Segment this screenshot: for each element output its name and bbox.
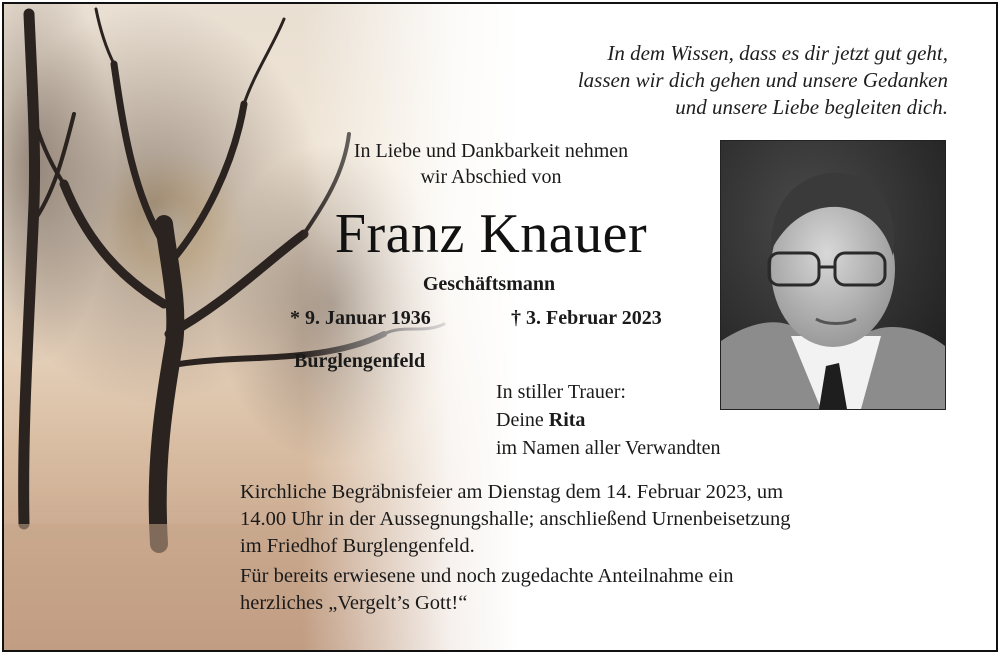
obituary-card — [2, 2, 998, 652]
thanks-line: Für bereits erwiesene und noch zugedachte Anteilnahme ein — [240, 565, 734, 587]
mourners-line — [496, 406, 816, 434]
poem-line: und unsere Liebe begleiten dich. — [675, 95, 948, 119]
service-line: im Friedhof Burglengenfeld. — [240, 535, 475, 557]
death-date: † 3. Februar 2023 — [511, 307, 662, 329]
poem-verse — [388, 40, 948, 121]
poem-line: In dem Wissen, dass es dir jetzt gut geht, — [607, 41, 948, 65]
mourners-relatives: im Namen aller Verwandten — [496, 437, 721, 459]
thanks-line: herzliches „Vergelt’s Gott!“ — [240, 592, 468, 614]
service-line: Kirchliche Begräbnisfeier am Dienstag dem 14. Februar 2023, um — [240, 481, 784, 503]
thanks-note — [240, 563, 960, 617]
mourners-heading: In stiller Trauer: — [496, 381, 626, 403]
mourners-prefix: Deine — [496, 409, 549, 431]
occupation: Geschäftsmann — [422, 273, 556, 295]
intro-line: wir Abschied von — [420, 166, 562, 188]
hometown: Burglengenfeld — [294, 350, 426, 372]
portrait-photo — [720, 140, 946, 410]
birth-date: * 9. Januar 1936 — [290, 307, 431, 329]
farewell-intro — [274, 138, 708, 190]
deceased-name: Franz Knauer — [334, 203, 648, 265]
mourner-name: Rita — [548, 409, 586, 431]
poem-line: lassen wir dich gehen und unsere Gedanken — [577, 68, 948, 92]
funeral-service-info — [240, 479, 960, 560]
service-line: 14.00 Uhr in der Aussegnungshalle; anschließend Urnenbeisetzung — [240, 508, 791, 530]
intro-line: In Liebe und Dankbarkeit nehmen — [353, 140, 629, 162]
